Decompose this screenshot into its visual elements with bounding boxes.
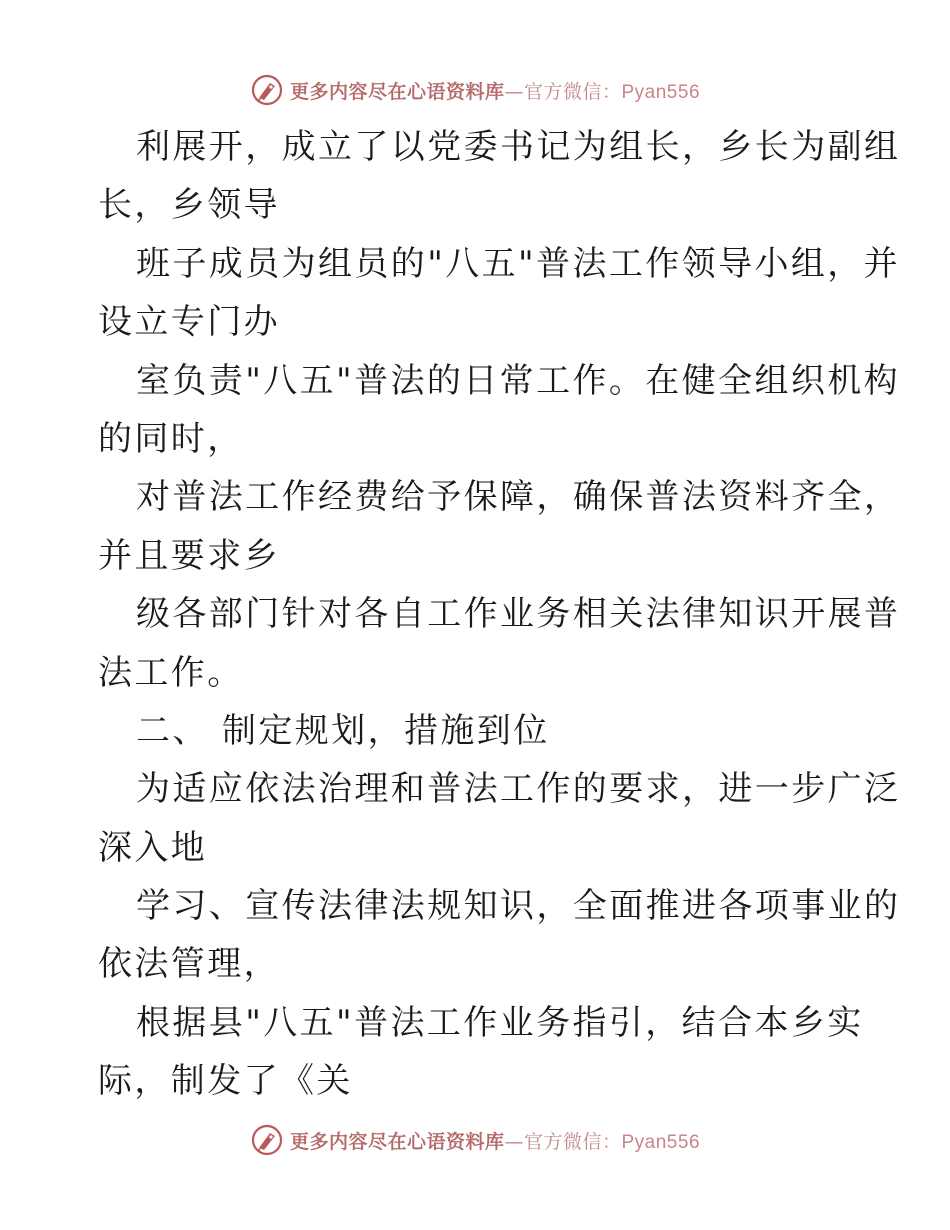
body-text-line: 班子成员为组员的"八五"普法工作领导小组，并	[136, 243, 901, 284]
header-banner-wechat-id: Pyan556	[621, 81, 701, 103]
body-text-line: 的同时，	[98, 418, 244, 459]
pen-nib-logo-icon	[250, 73, 284, 107]
header-banner-main-text: 更多内容尽在心语资料库	[289, 80, 505, 103]
body-text-line: 为适应依法治理和普法工作的要求，进一步广泛	[136, 769, 901, 810]
document-body	[98, 118, 901, 1111]
body-text-line: 际，制发了《关	[98, 1061, 353, 1102]
footer-watermark-banner	[0, 1120, 950, 1160]
body-text-line: 对普法工作经费给予保障，确保普法资料齐全，	[136, 477, 901, 518]
body-text-line: 设立专门办	[98, 302, 280, 343]
body-text-line: 长，乡领导	[98, 185, 280, 226]
body-text-line: 深入地	[98, 827, 208, 868]
header-banner-sub-text: —官方微信：	[504, 80, 622, 103]
body-text-line: 并且要求乡	[98, 535, 280, 576]
body-text-line: 级各部门针对各自工作业务相关法律知识开展普	[136, 594, 901, 635]
footer-banner-sub-text: —官方微信：	[504, 1130, 622, 1153]
body-text-line: 法工作。	[98, 652, 244, 693]
footer-banner-main-text: 更多内容尽在心语资料库	[289, 1130, 505, 1153]
body-text-line: 根据县"八五"普法工作业务指引，结合本乡实	[136, 1002, 864, 1043]
body-text-line: 二、 制定规划，措施到位	[136, 710, 550, 751]
body-text-line: 室负责"八五"普法的日常工作。在健全组织机构	[136, 360, 901, 401]
pen-nib-logo-icon	[250, 1123, 284, 1157]
footer-banner-wechat-id: Pyan556	[621, 1131, 701, 1153]
header-watermark-banner	[0, 70, 950, 110]
body-text-line: 学习、宣传法律法规知识，全面推进各项事业的	[136, 886, 901, 927]
body-text-line: 依法管理，	[98, 944, 280, 985]
body-text-line: 利展开，成立了以党委书记为组长，乡长为副组	[136, 127, 901, 167]
